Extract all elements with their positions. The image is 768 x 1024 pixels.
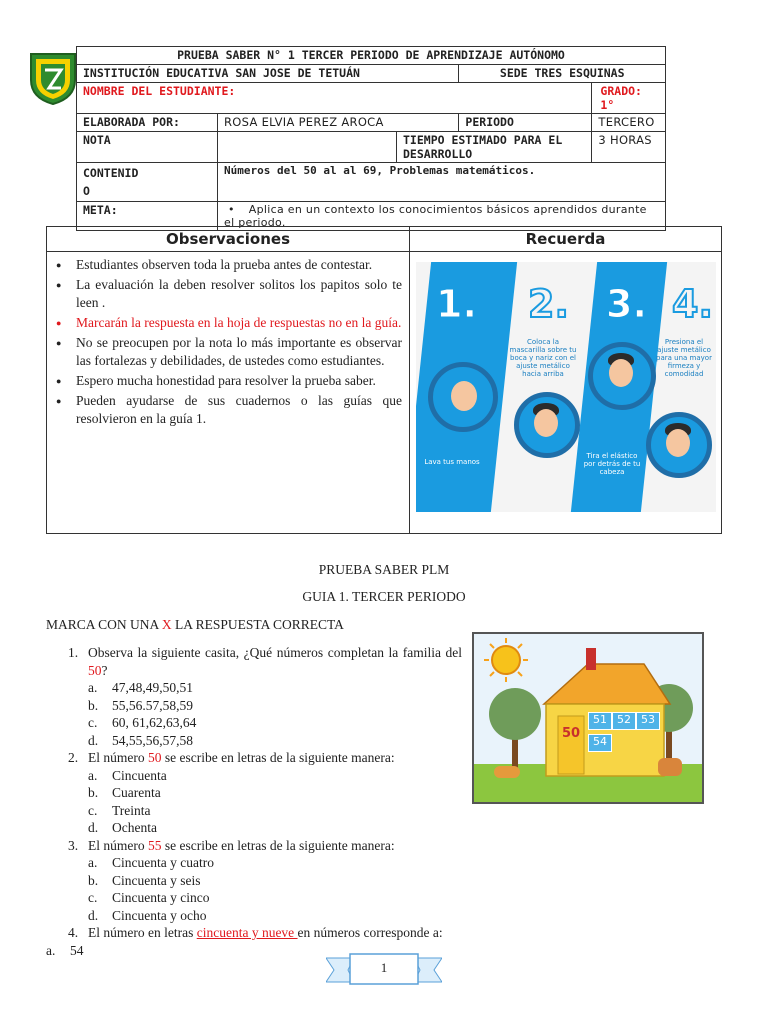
door-number: 50 [561,726,581,741]
step-number: 2. [528,282,569,326]
test-subtitle: GUIA 1. TERCER PERIODO [302,589,466,604]
periodo-value: TERCERO [592,114,666,132]
question-1-options [68,679,462,749]
answer-option[interactable]: a. 54 [46,942,84,958]
student-name-label: NOMBRE DEL ESTUDIANTE: [77,83,592,114]
window-number: 52 [612,712,636,730]
list-item: ● No se preocupen por la nota lo más importante es observar las fortalezas y debilidades, de ustedes como estudiantes. [56,334,402,370]
step-number: 3. [606,282,647,326]
page-number-ribbon [326,952,442,988]
window-number: 54 [588,734,612,752]
window-number: 51 [588,712,612,730]
question-2-options [68,767,462,837]
nota-label: NOTA [77,132,218,163]
tiempo-value: 3 HORAS [592,132,666,163]
answer-option[interactable]: a. Cincuenta y cuatro [88,855,214,870]
mask-person-circle [588,342,656,410]
contenido-label: CONTENID O [77,163,218,202]
house-illustration [472,632,704,804]
answer-option[interactable]: c. Cincuenta y cinco [88,890,210,905]
mask-steps-illustration [416,262,716,512]
list-item: ● Espero mucha honestidad para resolver la prueba saber. [56,372,402,390]
list-item: ● Pueden ayudarse de sus cuadernos o las guías que resolvieron en la guía 1. [56,392,402,428]
meta-value: • Aplica en un contexto los conocimientos básicos aprendidos durante el periodo. [218,202,666,231]
step-caption: Lava tus manos [424,458,480,466]
question-1: 1. Observa la siguiente casita, ¿Qué números completan la familia del 50? [68,645,462,678]
observaciones-list [56,256,402,428]
nota-value [218,132,397,163]
mask-person-circle [646,412,712,478]
step-caption: Presiona el ajuste metálico para una mayor firmeza y comodidad [656,338,712,378]
step-number: 1. [436,282,477,326]
document-title: PRUEBA SABER N° 1 TERCER PERIODO DE APRENDIZAJE AUTÓNOMO [77,47,666,65]
step-number: 4. [672,282,713,326]
test-title: PRUEBA SABER PLM [318,562,450,577]
step-caption: Coloca la mascarilla sobre tu boca y nariz con el ajuste metálico hacia arriba [509,338,577,378]
answer-option[interactable]: d. 54,55,56,57,58 [88,732,193,748]
page-number: 1 [380,960,388,975]
school-crest-logo [28,50,78,106]
answer-option[interactable]: d. Cincuenta y ocho [88,907,207,923]
dog-icon [658,758,682,776]
elaborada-value: ROSA ELVIA PEREZ AROCA [218,114,459,132]
answer-option[interactable]: c. 60, 61,62,63,64 [88,715,197,730]
question-3-options [68,854,462,924]
observaciones-cell [47,252,410,534]
answer-option[interactable]: b. Cincuenta y seis [88,872,201,888]
contenido-value: Números del 50 al al 69, Problemas matemáticos. [218,163,666,202]
list-item: ● Marcarán la respuesta en la hoja de respuestas no en la guía. [56,314,402,332]
observaciones-heading: Observaciones [47,227,410,252]
step-caption: Tira el elástico por detrás de tu cabeza [583,452,641,476]
meta-label: META: [77,202,218,231]
tiempo-label: TIEMPO ESTIMADO PARA EL DESARROLLO [397,132,592,163]
grade-label: GRADO: 1° [592,83,666,114]
answer-option[interactable]: b. 55,56.57,58,59 [88,697,193,713]
test-instruction: MARCA CON UNA X LA RESPUESTA CORRECTA [46,617,344,632]
header-info-table [76,46,666,231]
answer-option[interactable]: b. Cuarenta [88,785,161,800]
answer-option[interactable]: c. Treinta [88,802,151,818]
question-2: 2. El número 50 se escribe en letras de la siguiente manera: [68,750,395,765]
answer-option[interactable]: a. Cincuenta [88,767,167,783]
cat-icon [494,766,520,778]
periodo-label: PERIODO [459,114,592,132]
list-item: ● La evaluación la deben resolver solitos los papitos solo te leen . [56,276,402,312]
answer-option[interactable]: a. 47,48,49,50,51 [88,680,193,695]
recuerda-heading: Recuerda [410,227,722,252]
answer-option[interactable]: d. Ochenta [88,820,157,835]
elaborada-label: ELABORADA POR: [77,114,218,132]
institution-name: INSTITUCIÓN EDUCATIVA SAN JOSE DE TETUÁN [77,65,459,83]
handwash-circle [428,362,498,432]
mask-person-circle [514,392,580,458]
list-item: ● Estudiantes observen toda la prueba antes de contestar. [56,256,402,274]
sede-name: SEDE TRES ESQUINAS [459,65,666,83]
window-number: 53 [636,712,660,730]
question-3: 3. El número 55 se escribe en letras de la siguiente manera: [68,837,395,853]
question-4: 4. El número en letras cincuenta y nueve en números corresponde a: [68,925,443,940]
questions-list [46,644,462,959]
